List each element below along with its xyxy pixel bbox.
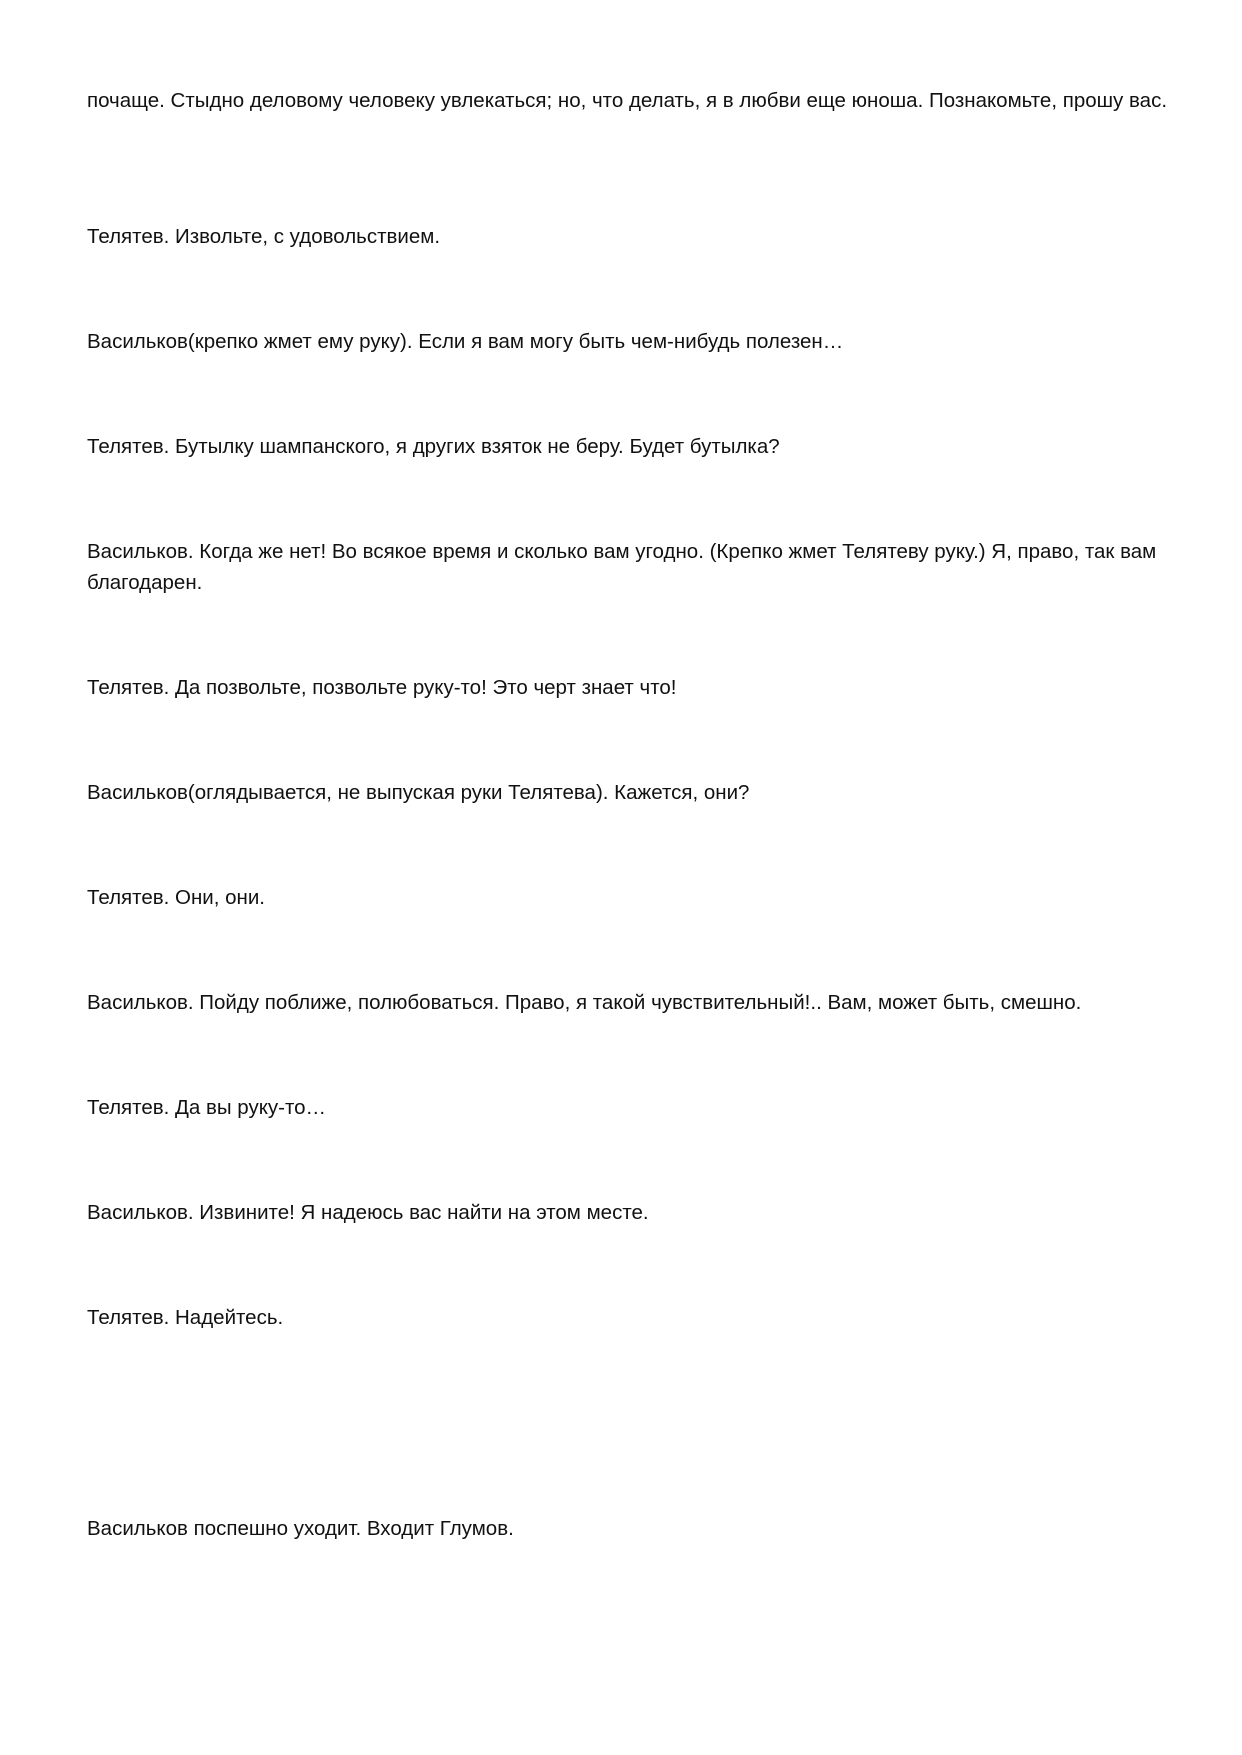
paragraph-7: Васильков(оглядывается, не выпуская руки Телятева). Кажется, они? (87, 781, 750, 804)
paragraph-9: Васильков. Пойду поближе, полюбоваться. Право, я такой чувствительный!.. Вам, может быть, смешно. (87, 991, 1082, 1014)
paragraph-11: Васильков. Извините! Я надеюсь вас найти на этом месте. (87, 1201, 649, 1224)
paragraph-5: Васильков. Когда же нет! Во всякое время и сколько вам угодно. (Крепко жмет Телятеву руку.) Я, право, так вам благодарен. (87, 540, 1157, 594)
paragraph-1: почаще. Стыдно деловому человеку увлекаться; но, что делать, я в любви еще юноша. Познакомьте, прошу вас. (87, 89, 1168, 112)
paragraph-8: Телятев. Они, они. (87, 886, 265, 909)
paragraph-13: Васильков поспешно уходит. Входит Глумов. (87, 1517, 514, 1540)
paragraph-10: Телятев. Да вы руку-то… (87, 1096, 327, 1119)
paragraph-2: Телятев. Извольте, с удовольствием. (87, 225, 441, 248)
paragraph-6: Телятев. Да позвольте, позвольте руку-то! Это черт знает что! (87, 676, 677, 699)
paragraph-3: Васильков(крепко жмет ему руку). Если я вам могу быть чем-нибудь полезен… (87, 330, 844, 353)
paragraph-12: Телятев. Надейтесь. (87, 1306, 284, 1329)
paragraph-4: Телятев. Бутылку шампанского, я других взяток не беру. Будет бутылка? (87, 435, 780, 458)
